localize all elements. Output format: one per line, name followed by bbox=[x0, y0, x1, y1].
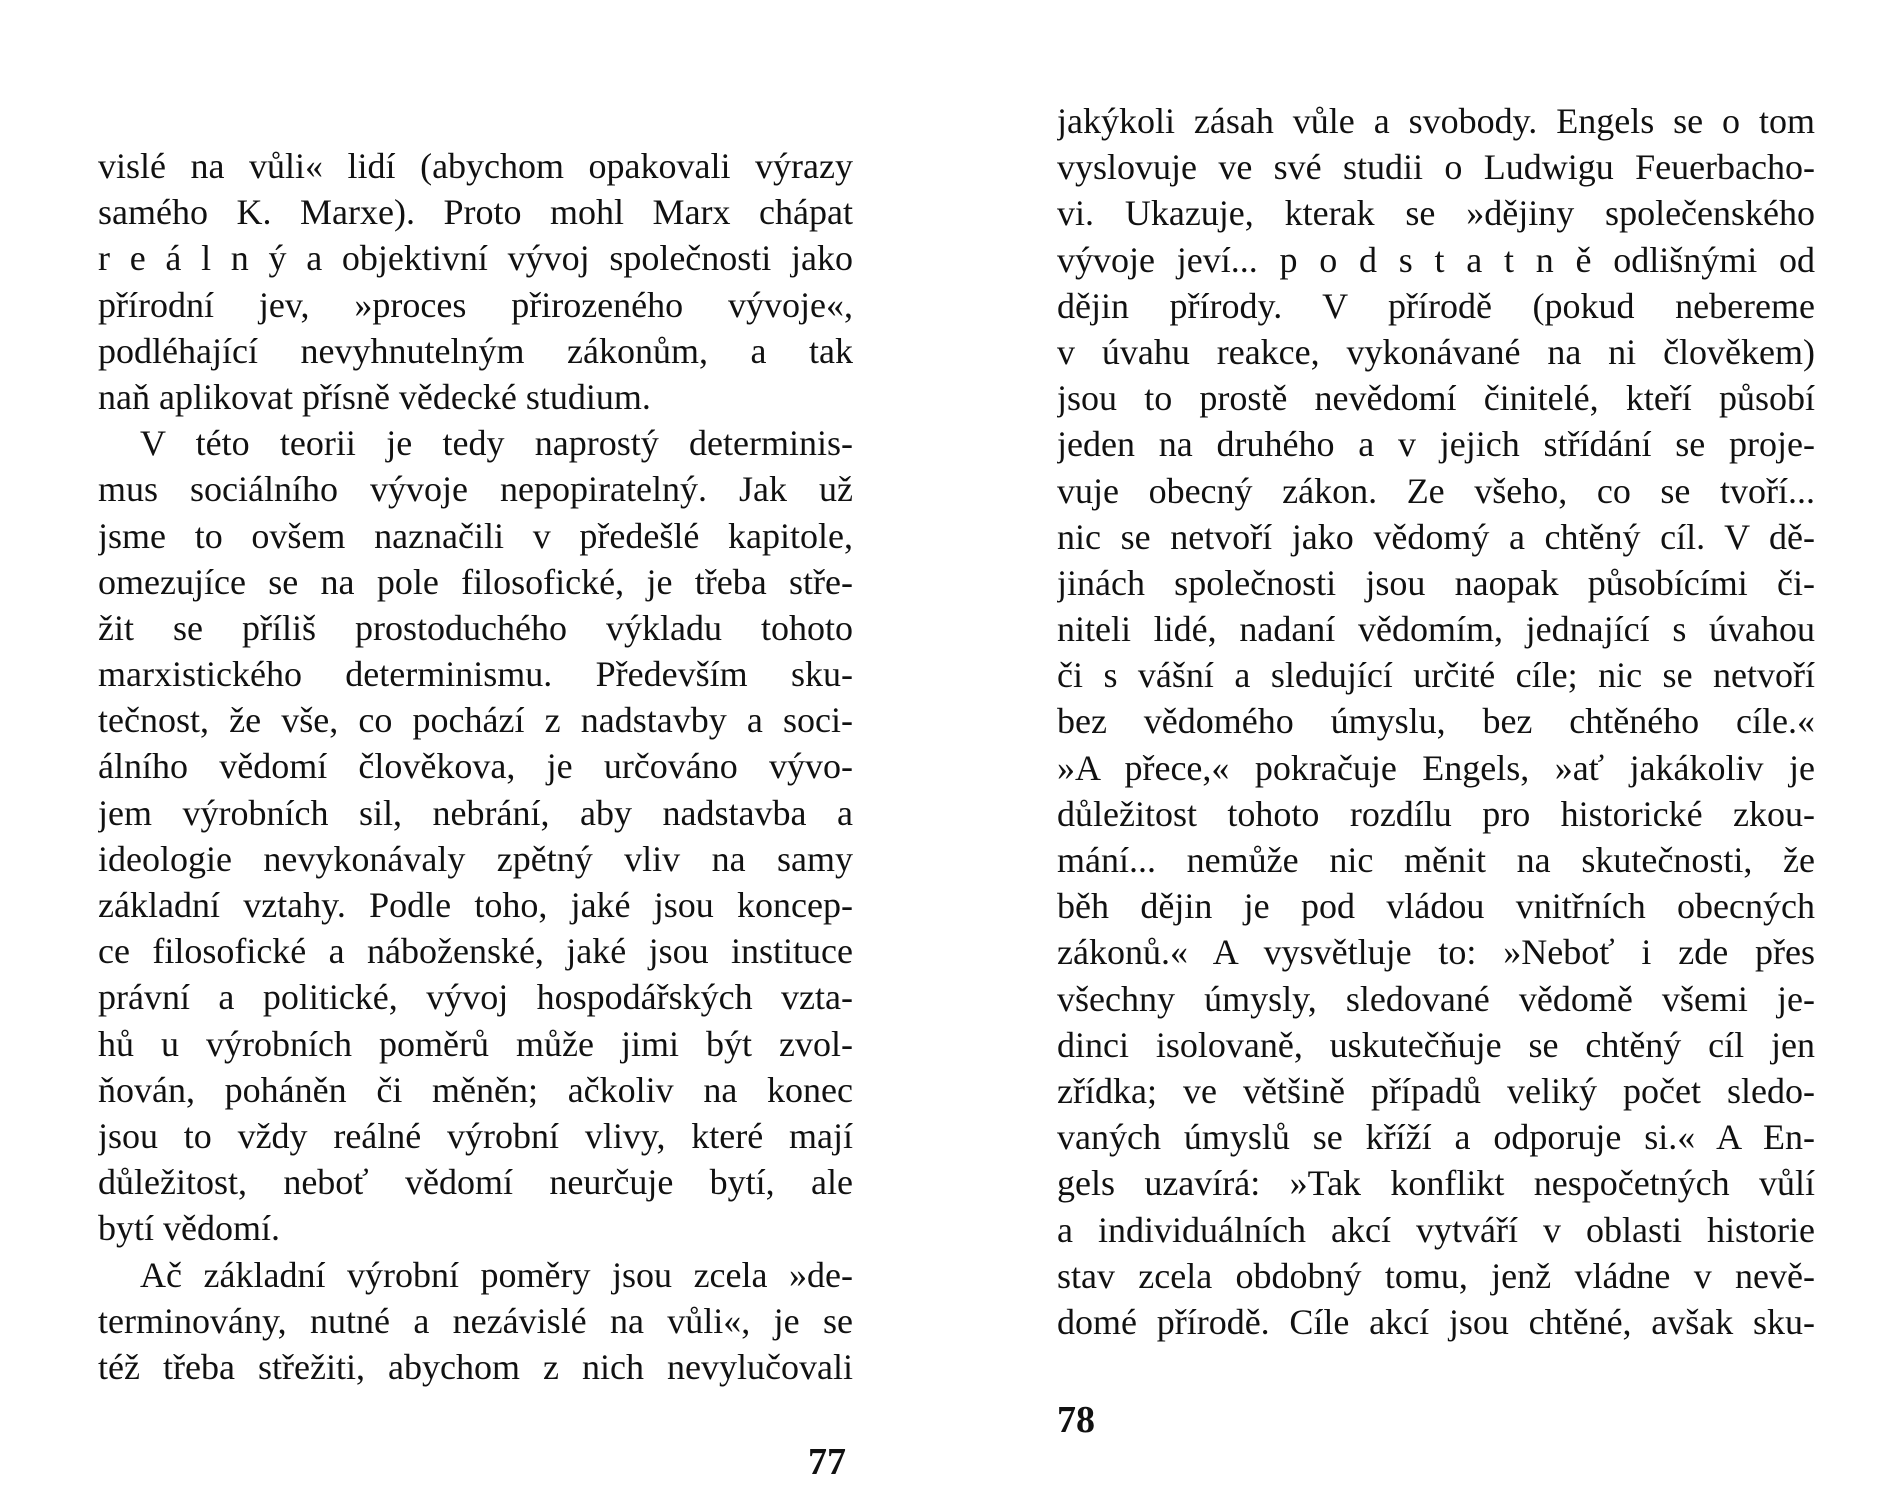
text-line: jinách společnosti jsou naopak působícími či- bbox=[1057, 562, 1815, 603]
text-line: tečnost, že vše, co pochází z nadstavby a soci- bbox=[98, 700, 853, 741]
text-line: či s vášní a sledující určité cíle; nic se netvoří bbox=[1057, 655, 1815, 696]
text-line: álního vědomí člověkova, je určováno vývo- bbox=[98, 746, 853, 787]
text-line: vuje obecný zákon. Ze všeho, co se tvoří... bbox=[1057, 470, 1815, 511]
text-line: naň aplikovat přísně vědecké studium. bbox=[98, 376, 651, 417]
text-line: v úvahu reakce, vykonávané na ni člověkem) bbox=[1057, 331, 1815, 372]
text-line: jeden na druhého a v jejich střídání se proje- bbox=[1057, 424, 1815, 465]
text-line: ňován, poháněn či měněn; ačkoliv na konec bbox=[98, 1069, 853, 1110]
text-line: niteli lidé, nadaní vědomím, jednající s úvahou bbox=[1057, 609, 1815, 650]
text-line: vi. Ukazuje, kterak se »dějiny společenského bbox=[1057, 193, 1815, 234]
text-line: stav zcela obdobný tomu, jenž vládne v nevě- bbox=[1057, 1255, 1815, 1296]
text-line: jsou to vždy reálné výrobní vlivy, které mají bbox=[98, 1115, 853, 1156]
text-line: »A přece,« pokračuje Engels, »ať jakákoliv je bbox=[1057, 747, 1815, 788]
text-line: podléhající nevyhnutelným zákonům, a tak bbox=[98, 330, 853, 371]
left-page-text bbox=[98, 143, 853, 1390]
text-line: právní a politické, vývoj hospodářských vzta- bbox=[98, 977, 853, 1018]
text-line: marxistického determinismu. Především sku- bbox=[98, 654, 853, 695]
text-line: jem výrobních sil, nebrání, aby nadstavba a bbox=[98, 792, 853, 833]
text-line: jakýkoli zásah vůle a svobody. Engels se o tom bbox=[1057, 101, 1815, 141]
text-line: V této teorii je tedy naprostý determinis- bbox=[140, 423, 853, 464]
text-line: vyslovuje ve své studii o Ludwigu Feuerbacho- bbox=[1057, 147, 1815, 188]
text-line: mus sociálního vývoje nepopiratelný. Jak už bbox=[98, 469, 853, 510]
text-line: vislé na vůli« lidí (abychom opakovali výrazy bbox=[98, 146, 853, 186]
text-line: všechny úmysly, sledované vědomě všemi je- bbox=[1057, 978, 1815, 1019]
text-line: základní vztahy. Podle toho, jaké jsou koncep- bbox=[98, 885, 853, 925]
text-line: žit se příliš prostoduchého výkladu tohoto bbox=[98, 607, 853, 648]
text-line: ce filosofické a náboženské, jaké jsou instituce bbox=[98, 931, 853, 972]
text-line: bytí vědomí. bbox=[98, 1208, 280, 1249]
text-line: mání... nemůže nic měnit na skutečnosti, že bbox=[1057, 840, 1815, 880]
text-line: důležitost tohoto rozdílu pro historické zkou- bbox=[1057, 793, 1815, 834]
text-line: vaných úmyslů se kříží a odporuje si.« A En- bbox=[1057, 1117, 1815, 1158]
text-line: gels uzavírá: »Tak konflikt nespočetných vůlí bbox=[1057, 1163, 1815, 1204]
text-line: nic se netvoří jako vědomý a chtěný cíl. V dě- bbox=[1057, 516, 1815, 557]
text-line: jsme to ovšem naznačili v předešlé kapitole, bbox=[98, 515, 853, 556]
text-line: r e á l n ý a objektivní vývoj společnosti jako bbox=[98, 238, 853, 279]
text-line: zřídka; ve většině případů veliký počet sledo- bbox=[1057, 1070, 1815, 1111]
right-page-number: 78 bbox=[1057, 1399, 1095, 1441]
right-page-text bbox=[1057, 98, 1815, 1345]
text-line: ideologie nevykonávaly zpětný vliv na samy bbox=[98, 838, 853, 879]
text-line: dinci isolovaně, uskutečňuje se chtěný cíl jen bbox=[1057, 1024, 1815, 1065]
text-line: samého K. Marxe). Proto mohl Marx chápat bbox=[98, 192, 853, 233]
text-line: přírodní jev, »proces přirozeného vývoje«, bbox=[98, 284, 853, 325]
text-line: též třeba střežiti, abychom z nich nevylučovali bbox=[98, 1346, 853, 1387]
left-page-number: 77 bbox=[808, 1441, 846, 1483]
text-line: dějin přírody. V přírodě (pokud nebereme bbox=[1057, 285, 1815, 326]
text-line: hů u výrobních poměrů může jimi být zvol- bbox=[98, 1023, 853, 1064]
text-line: omezujíce se na pole filosofické, je třeba stře- bbox=[98, 561, 853, 602]
text-line: vývoje jeví... p o d s t a t n ě odlišnými od bbox=[1057, 239, 1815, 280]
text-line: a individuálních akcí vytváří v oblasti historie bbox=[1057, 1209, 1815, 1250]
text-line: důležitost, neboť vědomí neurčuje bytí, ale bbox=[98, 1162, 853, 1203]
text-line: běh dějin je pod vládou vnitřních obecných bbox=[1057, 886, 1815, 927]
text-line: Ač základní výrobní poměry jsou zcela »de- bbox=[140, 1254, 853, 1295]
left-page bbox=[98, 143, 853, 1390]
right-page bbox=[1057, 98, 1815, 1345]
text-line: domé přírodě. Cíle akcí jsou chtěné, avšak sku- bbox=[1057, 1301, 1815, 1342]
text-line: terminovány, nutné a nezávislé na vůli«, je se bbox=[98, 1300, 853, 1341]
text-line: zákonů.« A vysvětluje to: »Neboť i zde přes bbox=[1057, 932, 1815, 973]
text-line: jsou to prostě nevědomí činitelé, kteří působí bbox=[1057, 378, 1815, 419]
text-line: bez vědomého úmyslu, bez chtěného cíle.« bbox=[1057, 701, 1815, 742]
